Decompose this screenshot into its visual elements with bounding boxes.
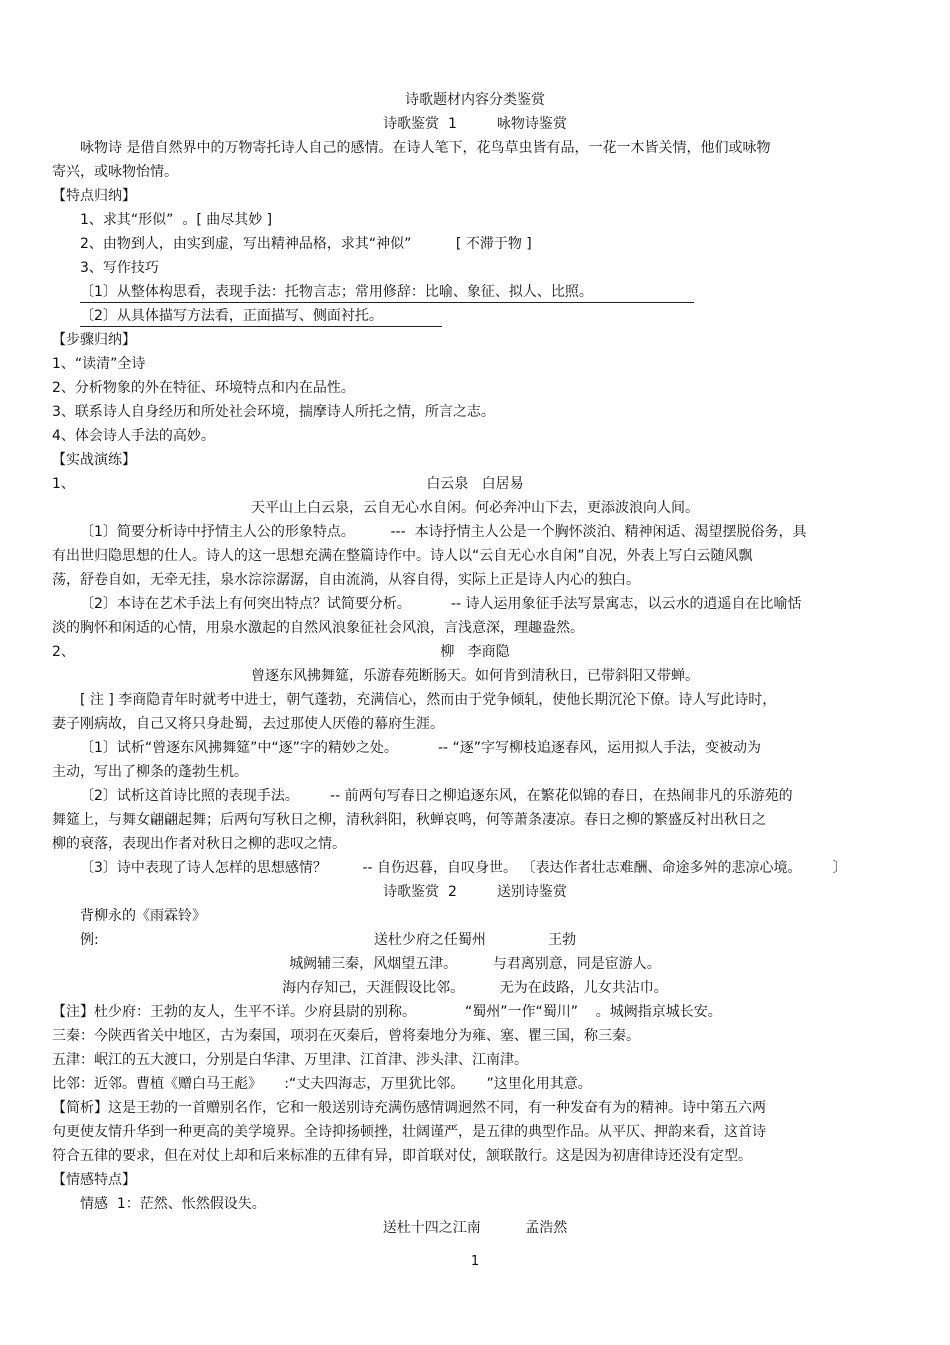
feature-3a: 〔1〕从整体构思看，表现手法：托物言志；常用修辞：比喻、象征、拟人、比照。 [80,282,694,303]
practice-2-q2-line-1: 〔2〕试析这首诗比照的表现手法。 -- 前两句写春日之柳追逐东风，在繁花似锦的春日，在热闹非凡的乐游苑的 [80,788,793,804]
practice-2-note-line-1: [ 注 ] 李商隐青年时就考中进士，朝气蓬勃，充满信心，然而由于党争倾轧，使他长期沉沦下僚。诗人写此诗时， [80,692,777,708]
practice-2-q3: 〔3〕诗中表现了诗人怎样的思想感情？ -- 自伤迟暮，自叹身世。 〔表达作者壮志难酬、命途多舛的悲凉心境。 〕 [80,860,847,876]
page-number: 1 [470,1254,480,1269]
doc-title: 诗歌题材内容分类鉴赏 [405,92,545,108]
note-line-1: 【注】杜少府：王勃的友人，生平不详。少府县尉的别称。 “蜀州”一作“蜀川” 。城阙指京城长安。 [52,1004,722,1020]
step-2: 2、分析物象的外在特征、环境特点和内在品性。 [52,380,355,396]
practice-1-poem-title: 白云泉 白居易 [426,476,524,492]
practice-1-poem: 天平山上白云泉，云自无心水自闲。何必奔冲山下去，更添波浪向人间。 [251,500,699,516]
intro-line-1: 咏物诗 是借自然界中的万物寄托诗人自己的感情。在诗人笔下，花鸟草虫皆有品，一花一木皆关情，他们或咏物 [80,140,771,156]
example-poem-title: 送杜少府之任蜀州 王勃 [373,932,577,948]
section-2-title: 诗歌鉴赏 2 送别诗鉴赏 [383,884,567,900]
note-line-2: 三秦：今陕西省关中地区，古为秦国，项羽在灭秦后，曾将秦地分为雍、塞、瞿三国，称三秦。 [52,1028,640,1044]
note-line-4: 比邻：近邻。曹植《赠白马王彪》 :“丈夫四海志，万里犹比邻。 ”这里化用其意。 [52,1076,592,1092]
practice-2-q2-line-2: 舞筵上，与舞女翩翩起舞；后两句写秋日之柳，清秋斜阳，秋蝉哀鸣，何等萧条凄凉。春日之柳的繁盛反衬出秋日之 [52,812,766,828]
section-1-title: 诗歌鉴赏 1 咏物诗鉴赏 [383,116,567,132]
practice-2-poem: 曾逐东风拂舞筵，乐游春苑断肠天。如何肯到清秋日，已带斜阳又带蝉。 [251,668,699,684]
step-1: 1、“读清”全诗 [52,356,146,372]
practice-1-q1-line-3: 荡，舒卷自如，无牵无挂，泉水淙淙潺潺，自由流淌，从容自得，实际上正是诗人内心的独白。 [52,572,640,588]
analysis-line-1: 【简析】这是王勃的一首赠别名作，它和一般送别诗充满伤感情调迥然不同，有一种发奋有为的精神。诗中第五六两 [52,1100,766,1116]
poem-3-title: 送杜十四之江南 孟浩然 [382,1220,568,1236]
practice-2-note-line-2: 妻子刚病故，自己又将只身赴蜀，去过那使人厌倦的幕府生涯。 [52,716,444,732]
analysis-line-2: 句更使友情升华到一种更高的美学境界。全诗抑扬顿挫，壮阔谨严，是五律的典型作品。从平仄、押韵来看，这首诗 [52,1124,766,1140]
practice-1-q2-line-2: 淡的胸怀和闲适的心情，用泉水激起的自然风浪象征社会风浪，言浅意深，理趣盎然。 [52,620,584,636]
note-line-3: 五津：岷江的五大渡口，分别是白华津、万里津、江首津、涉头津、江南津。 [52,1052,528,1068]
practice-2-q2-line-3: 柳的衰落，表现出作者对秋日之柳的悲叹之情。 [52,836,346,852]
practice-1-q1-line-2: 有出世归隐思想的仕人。诗人的这一思想充满在整篇诗作中。诗人以“云自无心水自闲”自况，外表上写白云随风飘 [52,548,753,564]
practice-2-q1-line-1: 〔1〕试析“曾逐东风拂舞筵”中“逐”字的精妙之处。 -- “逐”字写柳枝追逐春风，运用拟人手法，变被动为 [80,740,762,756]
steps-heading: 【步骤归纳】 [52,332,136,348]
practice-1-q1-line-1: 〔1〕简要分析诗中抒情主人公的形象特点。 --- 本诗抒情主人公是一个胸怀淡泊、精神闲适、渴望摆脱俗务，具 [80,524,807,540]
example-poem-line-1: 城阙辅三秦，风烟望五津。 与君离别意，同是宦游人。 [289,956,661,972]
analysis-line-3: 符合五律的要求，但在对仗上却和后来标准的五律有异，即首联对仗，颔联散行。这是因为初唐律诗还没有定型。 [52,1148,752,1164]
recite-line: 背柳永的《雨霖铃》 [80,908,206,924]
example-label: 例: [80,932,99,948]
example-poem-line-2: 海内存知己，天涯假设比邻。 无为在歧路，儿女共沾巾。 [282,980,668,996]
step-4: 4、体会诗人手法的高妙。 [52,428,215,444]
feature-heading: 【特点归纳】 [52,188,136,204]
feature-3b: 〔2〕从具体描写方法看，正面描写、侧面衬托。 [80,306,442,327]
emotion-1: 情感 1：茫然、怅然假设失。 [80,1196,266,1212]
intro-line-2: 寄兴，或咏物怡情。 [52,164,178,180]
emotion-heading: 【情感特点】 [52,1172,136,1188]
practice-1-number: 1、 [52,476,75,492]
practice-2-poem-title: 柳 李商隐 [440,644,510,660]
step-3: 3、联系诗人自身经历和所处社会环境，揣摩诗人所托之情，所言之志。 [52,404,495,420]
practice-2-q1-line-2: 主动，写出了柳条的蓬勃生机。 [52,764,248,780]
feature-2: 2、由物到人，由实到虚，写出精神品格，求其“神似” [ 不滞于物 ] [80,236,532,252]
practice-heading: 【实战演练】 [52,452,136,468]
practice-2-number: 2、 [52,644,75,660]
practice-1-q2-line-1: 〔2〕本诗在艺术手法上有何突出特点？试简要分析。 -- 诗人运用象征手法写景寓志，以云水的逍遥自在比喻恬 [80,596,802,612]
feature-1: 1、求其“形似” 。[ 曲尽其妙 ] [80,212,273,228]
feature-3: 3、写作技巧 [80,260,159,276]
